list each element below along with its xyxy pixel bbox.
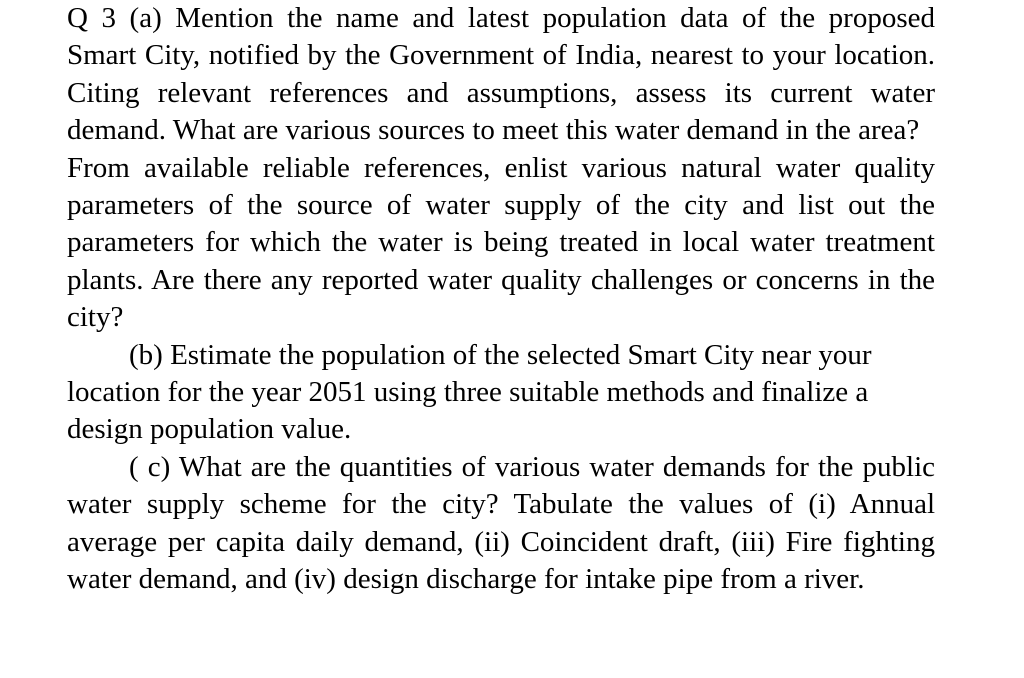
- question-3a-continuation-paragraph: From available reliable references, enlist various natural water quality parameters of the source of water supply of the city and list out the parameters for which the water is being treated in local water treatment plants. Are there any reported water quality challenges or concerns in the city?: [67, 151, 935, 334]
- question-3b-paragraph: (b) Estimate the population of the selected Smart City near your location for the year 2051 using three suitable methods and finalize a design population value.: [67, 338, 872, 446]
- question-3c-paragraph: ( c) What are the quantities of various water demands for the public water supply scheme for the city? Tabulate the values of (i) Annual average per capita daily demand, (ii) Coincident draft, (iii) Fire fighting water demand, and (iv) design discharge for intake pipe from a river.: [67, 450, 935, 596]
- question-3a-paragraph: Q 3 (a) Mention the name and latest population data of the proposed Smart City, notified by the Government of India, nearest to your location. Citing relevant references and assumptions, assess its current water demand. What are various sources to meet this water demand in the area?: [67, 2, 935, 147]
- question-document: [67, 0, 935, 599]
